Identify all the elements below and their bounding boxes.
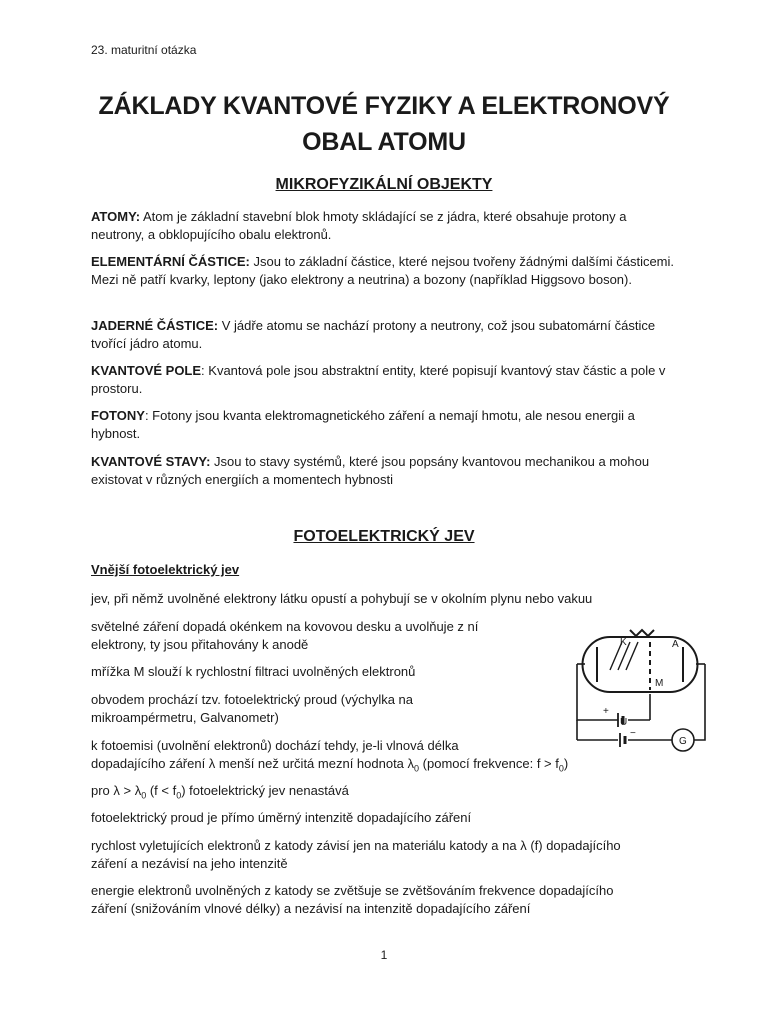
text-atomy: Atom je základní stavební blok hmoty skládající se z jádra, které obsahuje protony a neutrony, a obklopujícího obalu elektronů.: [91, 209, 627, 242]
line-obvodem-2: mikroampérmetru, Galvanometr): [91, 710, 279, 725]
paragraph-mrizka: mřížka M slouží k rychlostní filtraci uvolněných elektronů: [91, 664, 416, 679]
term-kvantove-stavy: KVANTOVÉ STAVY:: [91, 454, 211, 469]
line-svetelne-2: elektrony, ty jsou přitahovány k anodě: [91, 637, 309, 652]
text-fotony: : Fotony jsou kvanta elektromagnetického záření a nemají hmotu, ale nesou energii a hybnost.: [91, 408, 635, 441]
nenastava-text-a: pro λ > λ: [91, 783, 142, 798]
fotoemise-text-a: dopadajícího záření λ menší než určitá mezní hodnota λ: [91, 756, 415, 771]
nenastava-text-b: (f < f: [146, 783, 177, 798]
line-rychlost-2: záření a nezávisí na jeho intenzitě: [91, 856, 288, 871]
label-plus: +: [603, 706, 609, 717]
term-elementarni-castice: ELEMENTÁRNÍ ČÁSTICE:: [91, 254, 250, 269]
paragraph-obvodem: [91, 691, 531, 727]
paragraph-energie: [91, 882, 681, 918]
window-squiggle: [630, 630, 654, 636]
label-m: M: [655, 678, 664, 689]
line-svetelne-1: světelné záření dopadá okénkem na kovovou desku a uvolňuje z ní: [91, 619, 479, 634]
label-k: K: [620, 637, 627, 648]
page-title: [60, 88, 708, 160]
subscript-zero: 0: [414, 763, 420, 774]
subscript-zero: 0: [558, 763, 564, 774]
paragraph-elementarni-castice: [91, 253, 681, 289]
term-atomy: ATOMY:: [91, 209, 141, 224]
fotoemise-text-c: ): [563, 756, 569, 771]
paragraph-fotony: [91, 407, 681, 443]
subheading-vnejsi-fotoelektricky-jev: Vnější fotoelektrický jev: [91, 562, 240, 577]
text-kvantove-pole: : Kvantová pole jsou abstraktní entity, které popisují kvantový stav částic a pole v prostoru.: [91, 363, 666, 396]
text-jaderne-castice: V jádře atomu se nachází protony a neutrony, což jsou subatomární částice tvořící jádro atomu.: [91, 318, 656, 351]
line-fotoemise-1: k fotoemisi (uvolnění elektronů) dochází tehdy, je-li vlnová délka: [91, 738, 459, 753]
photoelectric-circuit-diagram: [570, 612, 710, 762]
title-line-2: OBAL ATOMU: [302, 128, 466, 156]
paragraph-atomy: [91, 208, 681, 244]
paragraph-jaderne-castice: [91, 317, 681, 353]
line-rychlost-1: rychlost vyletujících elektronů z katody závisí jen na materiálu katody a na λ (f) dopadajícího: [91, 838, 621, 853]
text-kvantove-stavy: Jsou to stavy systémů, které jsou popsány kvantovou mechanikou a mohou existovat v různých energiích a momentech hybnosti: [91, 454, 650, 487]
paragraph-rychlost: [91, 837, 681, 873]
paragraph-jev-definice: jev, při němž uvolněné elektrony látku opustí a pohybují se v okolním plynu nebo vakuu: [91, 591, 593, 606]
label-a: A: [672, 639, 679, 650]
fotoemise-text-b: (pomocí frekvence: f > f: [419, 756, 559, 771]
line-energie-1: energie elektronů uvolněných z katody se zvětšuje se zvětšováním frekvence dopadajícího: [91, 883, 614, 898]
section-heading-mikrofyzikalni: MIKROFYZIKÁLNÍ OBJEKTY: [275, 176, 493, 193]
header-note: 23. maturitní otázka: [91, 43, 197, 57]
page-number: 1: [380, 948, 388, 962]
tube-outline: [583, 637, 698, 692]
paragraph-kvantove-pole: [91, 362, 681, 398]
label-u: U: [620, 717, 628, 728]
term-kvantove-pole: KVANTOVÉ POLE: [91, 363, 202, 378]
text-elementarni-castice: Jsou to základní částice, které nejsou tvořeny žádnými dalšími částicemi. Mezi ně patří kvarky, leptony (jako elektrony a neutrina) a bozony (například Higgsovo boson).: [91, 254, 675, 287]
paragraph-nenastava: [91, 782, 681, 800]
line-obvodem-1: obvodem prochází tzv. fotoelektrický proud (výchylka na: [91, 692, 414, 707]
label-g: G: [679, 736, 687, 747]
subscript-zero: 0: [141, 790, 147, 801]
paragraph-kvantove-stavy: [91, 453, 681, 489]
section-heading-fotoelektricky-jev: FOTOELEKTRICKÝ JEV: [293, 528, 475, 545]
subscript-zero: 0: [176, 790, 182, 801]
label-minus: −: [630, 728, 636, 739]
title-line-1: ZÁKLADY KVANTOVÉ FYZIKY A ELEKTRONOVÝ: [98, 92, 670, 120]
term-fotony: FOTONY: [91, 408, 145, 423]
nenastava-text-c: ) fotoelektrický jev nenastává: [181, 783, 349, 798]
term-jaderne-castice: JADERNÉ ČÁSTICE:: [91, 318, 219, 333]
paragraph-svetelne-zareni: [91, 618, 531, 654]
line-energie-2: záření (snižováním vlnové délky) a nezávisí na intenzitě dopadajícího záření: [91, 901, 531, 916]
paragraph-proud-umerny: fotoelektrický proud je přímo úměrný intenzitě dopadajícího záření: [91, 810, 472, 825]
